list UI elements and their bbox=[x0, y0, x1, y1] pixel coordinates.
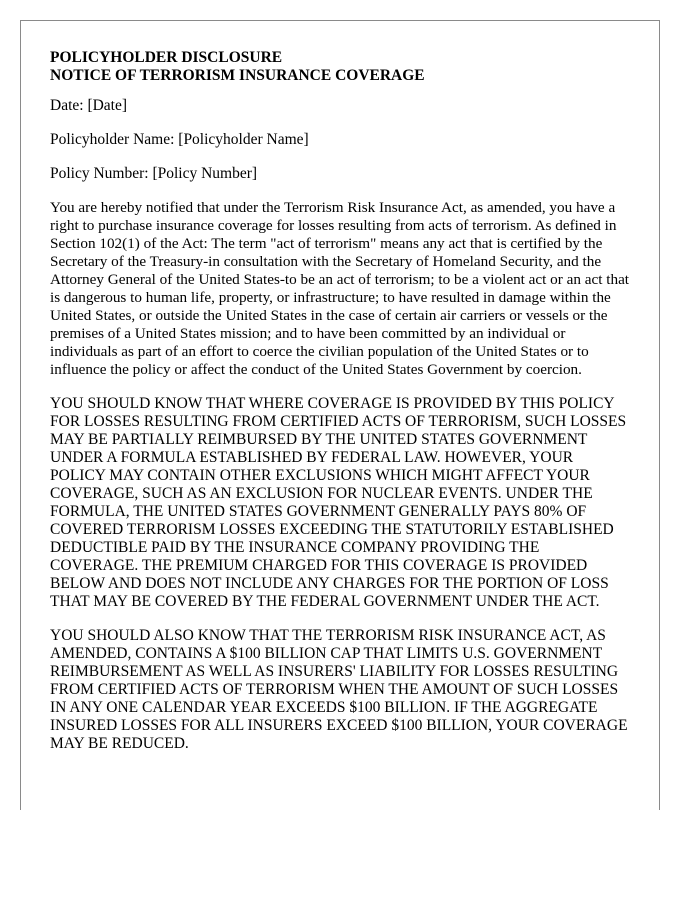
title-line-2: NOTICE OF TERRORISM INSURANCE COVERAGE bbox=[50, 67, 425, 84]
coverage-notice-paragraph: YOU SHOULD KNOW THAT WHERE COVERAGE IS PROVIDED BY THIS POLICY FOR LOSSES RESULTING FROM CERTIFIED ACTS OF TERRORISM, SUCH LOSSES MAY BE PARTIALLY REIMBURSED BY THE UNITED STATES GOVERNMENT UNDER A FORMULA ESTABLISHED BY FEDERAL LAW. HOWEVER, YOUR POLICY MAY CONTAIN OTHER EXCLUSIONS WHICH MIGHT AFFECT YOUR COVERAGE, SUCH AS AN EXCLUSION FOR NUCLEAR EVENTS. UNDER THE FORMULA, THE UNITED STATES GOVERNMENT GENERALLY PAYS 80% OF COVERED TERRORISM LOSSES EXCEEDING THE STATUTORILY ESTABLISHED DEDUCTIBLE PAID BY THE INSURANCE COMPANY PROVIDING THE COVERAGE. THE PREMIUM CHARGED FOR THIS COVERAGE IS PROVIDED BELOW AND DOES NOT INCLUDE ANY CHARGES FOR THE PORTION OF LOSS THAT MAY BE COVERED BY THE FEDERAL GOVERNMENT UNDER THE ACT. bbox=[50, 395, 627, 610]
date-field: Date: [Date] bbox=[50, 97, 128, 114]
document-title bbox=[50, 49, 631, 85]
policyholder-name-field: Policyholder Name: [Policyholder Name] bbox=[50, 131, 309, 148]
document-page bbox=[20, 20, 660, 810]
act-definition-paragraph: You are hereby notified that under the Terrorism Risk Insurance Act, as amended, you have a right to purchase insurance coverage for losses resulting from acts of terrorism. As defined in Section 102(1) of the Act: The term "act of terrorism" means any act that is certified by the Secretary of the Treasury-in consultation with the Secretary of Homeland Security, and the Attorney General of the United States-to be an act of terrorism; to be a violent act or an act that is dangerous to human life, property, or infrastructure; to have resulted in damage within the United States, or outside the United States in the case of certain air carriers or vessels or the premises of a United States mission; and to have been committed by an individual or individuals as part of an effort to coerce the civilian population of the United States or to influence the policy or affect the conduct of the United States Government by coercion. bbox=[50, 199, 630, 378]
cap-notice-paragraph: YOU SHOULD ALSO KNOW THAT THE TERRORISM RISK INSURANCE ACT, AS AMENDED, CONTAINS A $100 BILLION CAP THAT LIMITS U.S. GOVERNMENT REIMBURSEMENT AS WELL AS INSURERS' LIABILITY FOR LOSSES RESULTING FROM CERTIFIED ACTS OF TERRORISM WHEN THE AMOUNT OF SUCH LOSSES IN ANY ONE CALENDAR YEAR EXCEEDS $100 BILLION. IF THE AGGREGATE INSURED LOSSES FOR ALL INSURERS EXCEED $100 BILLION, YOUR COVERAGE MAY BE REDUCED. bbox=[50, 627, 628, 752]
policy-number-field: Policy Number: [Policy Number] bbox=[50, 165, 258, 182]
title-line-1: POLICYHOLDER DISCLOSURE bbox=[50, 49, 283, 66]
